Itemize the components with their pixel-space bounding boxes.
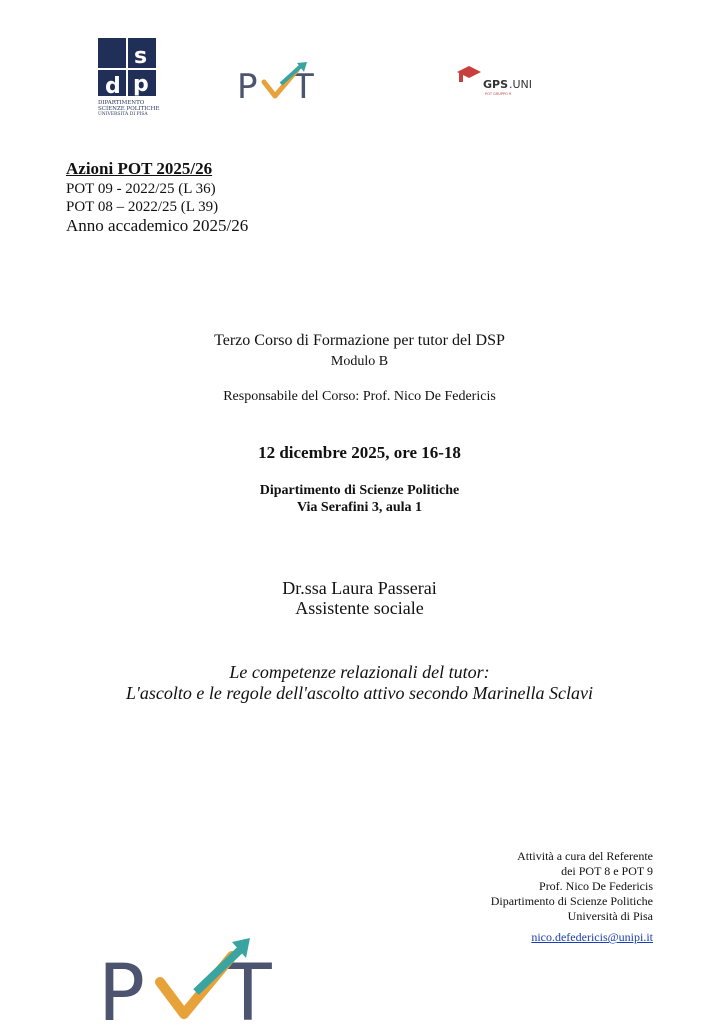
- speaker-role: Assistente sociale: [295, 598, 424, 618]
- gps-uni-logo: [455, 64, 545, 98]
- dsp-caption-1: DIPARTIMENTO: [98, 100, 145, 106]
- talk-title-1: Le competenze relazionali del tutor:: [229, 662, 490, 682]
- svg-text:T: T: [293, 67, 314, 102]
- dsp-caption-2: SCIENZE POLITICHE: [98, 106, 160, 112]
- course-title: Terzo Corso di Formazione per tutor del DSP: [214, 332, 505, 349]
- dsp-logo: [96, 36, 160, 116]
- pot09-line: POT 09 - 2022/25 (L 36): [66, 181, 216, 197]
- svg-text:P: P: [237, 67, 259, 102]
- footer-line-2: dei POT 8 e POT 9: [561, 864, 653, 878]
- footer-block: [491, 849, 653, 945]
- event-place-2: Via Serafini 3, aula 1: [296, 500, 423, 515]
- header-block: [66, 158, 248, 236]
- svg-text:.UNI: .UNI: [509, 78, 533, 91]
- gps-sub: POT GRUPPO 9: [485, 92, 512, 96]
- svg-text:p: p: [133, 72, 149, 97]
- azioni-title: Azioni POT 2025/26: [66, 159, 213, 178]
- pot08-line: POT 08 – 2022/25 (L 39): [66, 199, 219, 215]
- svg-text:T: T: [224, 949, 272, 1024]
- footer-line-3: Prof. Nico De Federicis: [539, 879, 653, 893]
- academic-year: Anno accademico 2025/26: [66, 216, 249, 235]
- svg-text:P: P: [98, 949, 146, 1024]
- event-place-1: Dipartimento di Scienze Politiche: [259, 483, 460, 498]
- footer-line-1: Attività a cura del Referente: [517, 849, 653, 863]
- footer-email-link[interactable]: nico.defedericis@unipi.it: [531, 930, 653, 944]
- svg-text:GPS: GPS: [483, 78, 509, 91]
- dsp-caption-3: UNIVERSITÀ DI PISA: [98, 112, 148, 116]
- svg-text:s: s: [134, 44, 148, 69]
- course-module: Modulo B: [330, 354, 389, 369]
- speaker-name: Dr.ssa Laura Passerai: [282, 578, 437, 598]
- pot-logo: [237, 60, 323, 102]
- footer-line-4: Dipartimento di Scienze Politiche: [490, 894, 653, 908]
- footer-line-5: Università di Pisa: [567, 909, 653, 923]
- talk-title-2: L'ascolto e le regole dell'ascolto attivo secondo Marinella Sclavi: [126, 683, 593, 703]
- course-responsible: Responsabile del Corso: Prof. Nico De Federicis: [223, 389, 496, 404]
- svg-text:d: d: [105, 74, 121, 99]
- pot-logo-large: [98, 934, 292, 1024]
- event-date: 12 dicembre 2025, ore 16-18: [258, 443, 461, 462]
